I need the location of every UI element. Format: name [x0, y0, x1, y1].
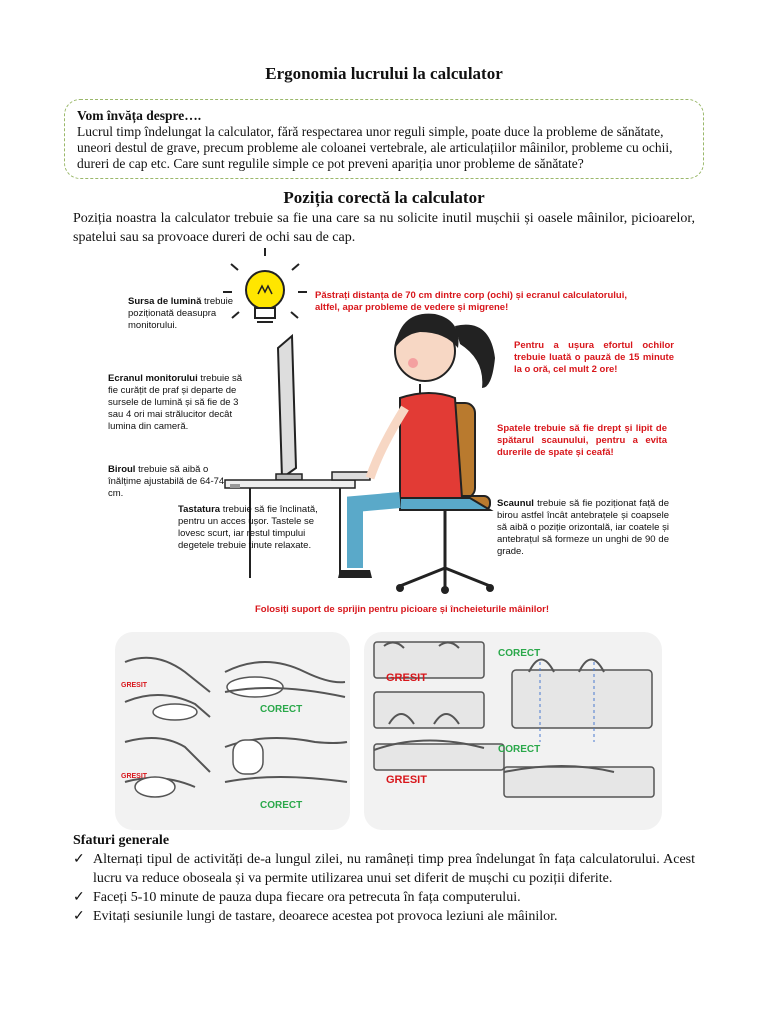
mouse-posture-photo — [115, 632, 350, 830]
hands-keyboard-drawing — [364, 632, 662, 830]
break-label: Pentru a ușura efortul ochilor trebuie luată o pauză de 15 minute la o oră, cel mult 2 ore! — [514, 340, 674, 375]
ergonomics-illustration — [100, 248, 674, 628]
wrong-tag-1: GRESIT — [121, 682, 148, 689]
keyboard-label: Tastatura trebuie să fie înclinată, pentru un acces ușor. Tastele se lovesc scurt, iar restul timpului degetele trebuie ținute relaxate. — [178, 504, 318, 551]
checkmark-icon: ✓ — [73, 909, 85, 924]
list-item: ✓ Alternați tipul de activități de-a lungul zilei, nu ramâneți timp prea îndelungat în fața calculatorului. Acest lucru va reduce oboseala și va permite utilizarea unui set diferit de mușchi cu poziții diferite. — [73, 852, 695, 886]
page-title: Ergonomia lucrului la calculator — [265, 64, 503, 83]
intro-heading: Vom învăța despre…. — [77, 108, 202, 123]
wrong-tag-2: GRESIT — [121, 773, 148, 780]
advice-list — [73, 850, 695, 926]
advice-title: Sfaturi generale — [73, 833, 170, 848]
chair-label: Scaunul trebuie să fie poziționat față de birou astfel încât antebrațele și coapsele să aibă o poziție orizontală, iar coatele și antebrațul să formeze un unghi de 90 de grade. — [497, 498, 669, 557]
wrong-tag-1: GRESIT — [386, 672, 427, 684]
correct-tag-2: CORECT — [498, 744, 541, 755]
hands-mouse-drawing — [115, 632, 350, 830]
wrong-tag-2: GRESIT — [386, 774, 427, 786]
checkmark-icon: ✓ — [73, 890, 85, 905]
intro-text: Lucrul timp îndelungat la calculator, fără respectarea unor reguli simple, poate duce la probleme de sănătate, uneori destul de grave, precum probleme ale coloanei vertebrale, ale articulațiilor mâinilor, probleme cu ochii, dureri de cap etc. Care sunt regulile simple ce pot preveni apariția unor probleme de sănătate? — [77, 124, 673, 171]
light-source-label: Sursa de lumină trebuie poziționată deasupra monitorului. — [128, 296, 234, 331]
checkmark-icon: ✓ — [73, 852, 85, 867]
correct-tag-1: CORECT — [260, 704, 303, 715]
desk-label: Biroul trebuie să aibă o înălțime ajustabilă de 64-74 cm. — [108, 464, 225, 499]
correct-tag-1: CORECT — [498, 648, 541, 659]
list-item: ✓ Evitați sesiunile lungi de tastare, deoarece acestea pot provoca leziuni ale mâinilor. — [73, 909, 558, 924]
keyboard-posture-photo — [364, 632, 662, 830]
intro-box — [64, 99, 704, 179]
section-title: Poziția corectă la calculator — [283, 188, 485, 207]
monitor-icon — [276, 336, 302, 480]
back-label: Spatele trebuie să fie drept și lipit de spătarul scaunului, pentru a evita durerile de spate și ceafă! — [497, 423, 667, 458]
distance-label: Păstrați distanța de 70 cm dintre corp (ochi) și ecranul calculatorului, altfel, apar probleme de vedere și migrene! — [315, 290, 628, 313]
footrest-label: Folosiți suport de sprijin pentru picioare și încheieturile mâinilor! — [255, 604, 550, 615]
monitor-label: Ecranul monitorului trebuie să fie curățit de praf și departe de sursele de lumină și să fie de 3 sau 4 ori mai strălucitor decât lumina din cameră. — [108, 373, 243, 432]
correct-tag-2: CORECT — [260, 800, 303, 811]
section-text: Poziția noastra la calculator trebuie sa fie una care sa nu solicite inutil mușchii și oasele mâinilor, picioarelor, spatelui sau sa provoace dureri de ochi sau de cap. — [73, 211, 695, 245]
keyboard-icon — [332, 472, 370, 480]
list-item: ✓ Faceți 5-10 minute de pauza dupa fiecare ora petrecuta în fața computerului. — [73, 890, 521, 905]
